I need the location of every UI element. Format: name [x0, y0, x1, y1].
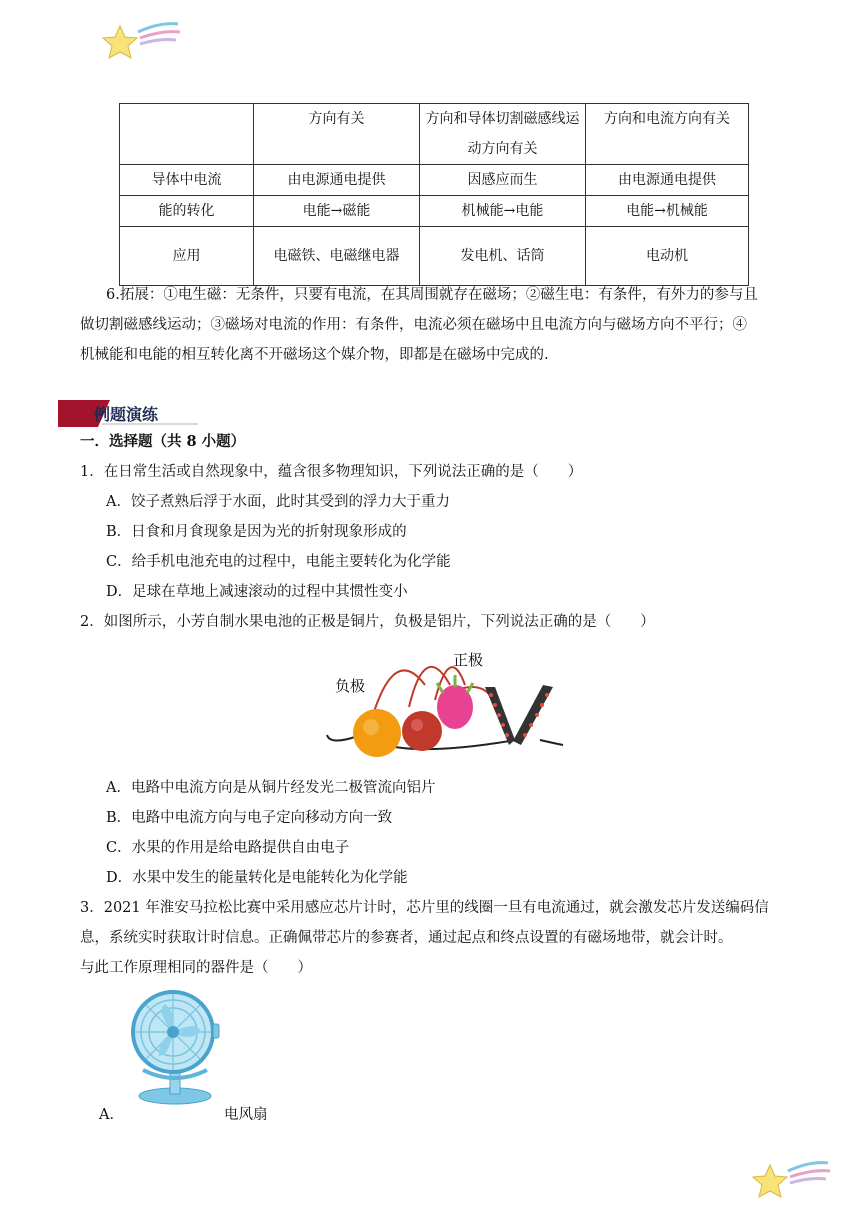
table-cell: 因感应而生: [420, 165, 586, 196]
table-row: [120, 165, 749, 196]
electric-fan-illustration: [125, 990, 225, 1105]
fruit-battery-illustration: [325, 645, 565, 760]
table-cell: 能的转化: [120, 196, 254, 227]
table-cell: 由电源通电提供: [586, 165, 749, 196]
q3-option-a-text: 电风扇: [224, 1107, 268, 1123]
label-positive-electrode: 正极: [453, 651, 484, 669]
table-cell: 电动机: [586, 227, 749, 286]
q3-stem-line-3: 与此工作原理相同的器件是（ ）: [80, 960, 312, 976]
table-row: [120, 196, 749, 227]
table-cell: 方向和导体切割磁感线运动方向有关: [420, 104, 586, 165]
table-cell: 应用: [120, 227, 254, 286]
extension-line-2: 做切割磁感线运动；③磁场对电流的作用：有条件，电流必须在磁场中且电流方向与磁场方向不平行；④: [80, 317, 747, 333]
star-decoration-icon: [752, 1157, 832, 1202]
q1-option-d: D．足球在草地上减速滚动的过程中其惯性变小: [106, 584, 408, 600]
q1-stem: 1．在日常生活或自然现象中，蕴含很多物理知识，下列说法正确的是（ ）: [80, 464, 583, 480]
table-cell: 发电机、话筒: [420, 227, 586, 286]
table-cell: [120, 104, 254, 165]
table-cell: 由电源通电提供: [254, 165, 420, 196]
q3-option-a-letter: A．: [99, 1107, 124, 1123]
q3-stem-line-2: 息，系统实时获取计时信息。正确佩带芯片的参赛者，通过起点和终点设置的有磁场地带，就会计时。: [80, 930, 733, 946]
comparison-table: [119, 103, 749, 286]
extension-line-1: 6.拓展：①电生磁：无条件，只要有电流，在其周围就存在磁场；②磁生电：有条件，有外力的参与且: [106, 287, 758, 303]
table-cell: 机械能→电能: [420, 196, 586, 227]
table-cell: 方向有关: [254, 104, 420, 165]
q1-option-b: B．日食和月食现象是因为光的折射现象形成的: [106, 524, 407, 540]
table-cell: 电能→磁能: [254, 196, 420, 227]
q2-option-d: D．水果中发生的能量转化是电能转化为化学能: [106, 870, 408, 886]
table-cell: 电磁铁、电磁继电器: [254, 227, 420, 286]
section-heading: 一．选择题（共 8 小题）: [80, 433, 246, 450]
star-decoration-icon: [100, 18, 182, 63]
q1-option-a: A．饺子煮熟后浮于水面，此时其受到的浮力大于重力: [106, 494, 450, 510]
q2-option-b: B．电路中电流方向与电子定向移动方向一致: [106, 810, 393, 826]
table-row: [120, 104, 749, 165]
fruit-battery-figure: [325, 645, 565, 760]
table-row: [120, 227, 749, 286]
q3-stem-line-1: 3．2021 年淮安马拉松比赛中采用感应芯片计时，芯片里的线圈一旦有电流通过，就会激发芯片发送编码信: [80, 900, 769, 916]
q1-option-c: C．给手机电池充电的过程中，电能主要转化为化学能: [106, 554, 451, 570]
q2-option-c: C．水果的作用是给电路提供自由电子: [106, 840, 350, 856]
section-banner-title: 例题演练: [94, 405, 159, 424]
extension-line-3: 机械能和电能的相互转化离不开磁场这个媒介物，即都是在磁场中完成的.: [80, 347, 549, 363]
label-negative-electrode: 负极: [335, 677, 366, 695]
q2-option-a: A．电路中电流方向是从铜片经发光二极管流向铝片: [106, 780, 436, 796]
table-cell: 电能→机械能: [586, 196, 749, 227]
q2-stem: 2．如图所示，小芳自制水果电池的正极是铜片，负极是铝片，下列说法正确的是（ ）: [80, 614, 655, 630]
table-cell: 方向和电流方向有关: [586, 104, 749, 165]
table-cell: 导体中电流: [120, 165, 254, 196]
